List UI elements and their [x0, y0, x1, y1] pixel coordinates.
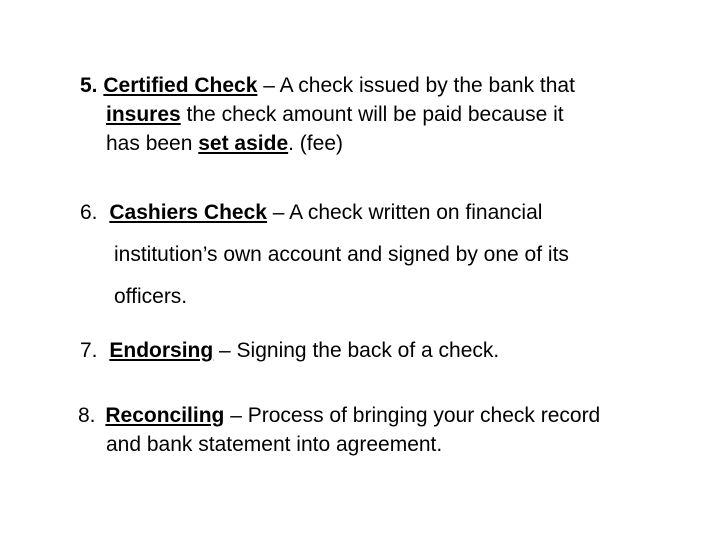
item-5-line-1 [80, 74, 575, 98]
item-8-number: 8. [78, 404, 96, 427]
item-5-emphasis-set-aside: set aside [198, 132, 289, 155]
item-8-definition-start: – Process of bringing your check record [224, 404, 601, 427]
item-8-line-1 [78, 404, 600, 428]
item-5-number: 5. [80, 74, 98, 97]
item-6-line-2-text: institution’s own account and signed by one of its [114, 243, 569, 266]
item-5-line-3-post: . (fee) [288, 132, 343, 155]
item-8-term: Reconciling [105, 404, 225, 427]
item-8-line-2-text: and bank statement into agreement. [106, 433, 443, 456]
item-6-line-3-text: officers. [114, 285, 188, 308]
item-6-definition-start: – A check written on financial [266, 201, 543, 224]
item-7-term: Endorsing [109, 339, 214, 362]
item-5-line-2-text: the check amount will be paid because it [180, 103, 564, 126]
item-6-term: Cashiers Check [109, 201, 267, 224]
item-8-line-2 [106, 433, 442, 457]
item-5-emphasis-insures: insures [106, 103, 181, 126]
item-6-line-1 [80, 201, 542, 225]
item-5-line-3 [106, 132, 343, 156]
item-6-line-3 [114, 285, 187, 309]
item-5-line-3-pre: has been [106, 132, 199, 155]
item-7-number: 7. [80, 339, 98, 362]
item-5-definition-start: – A check issued by the bank that [257, 74, 575, 97]
item-7-definition: – Signing the back of a check. [213, 339, 500, 362]
item-7-line-1 [80, 339, 499, 363]
item-6-number: 6. [80, 201, 98, 224]
item-5-line-2 [106, 103, 564, 127]
item-6-line-2 [114, 243, 569, 267]
item-5-term: Certified Check [103, 74, 258, 97]
